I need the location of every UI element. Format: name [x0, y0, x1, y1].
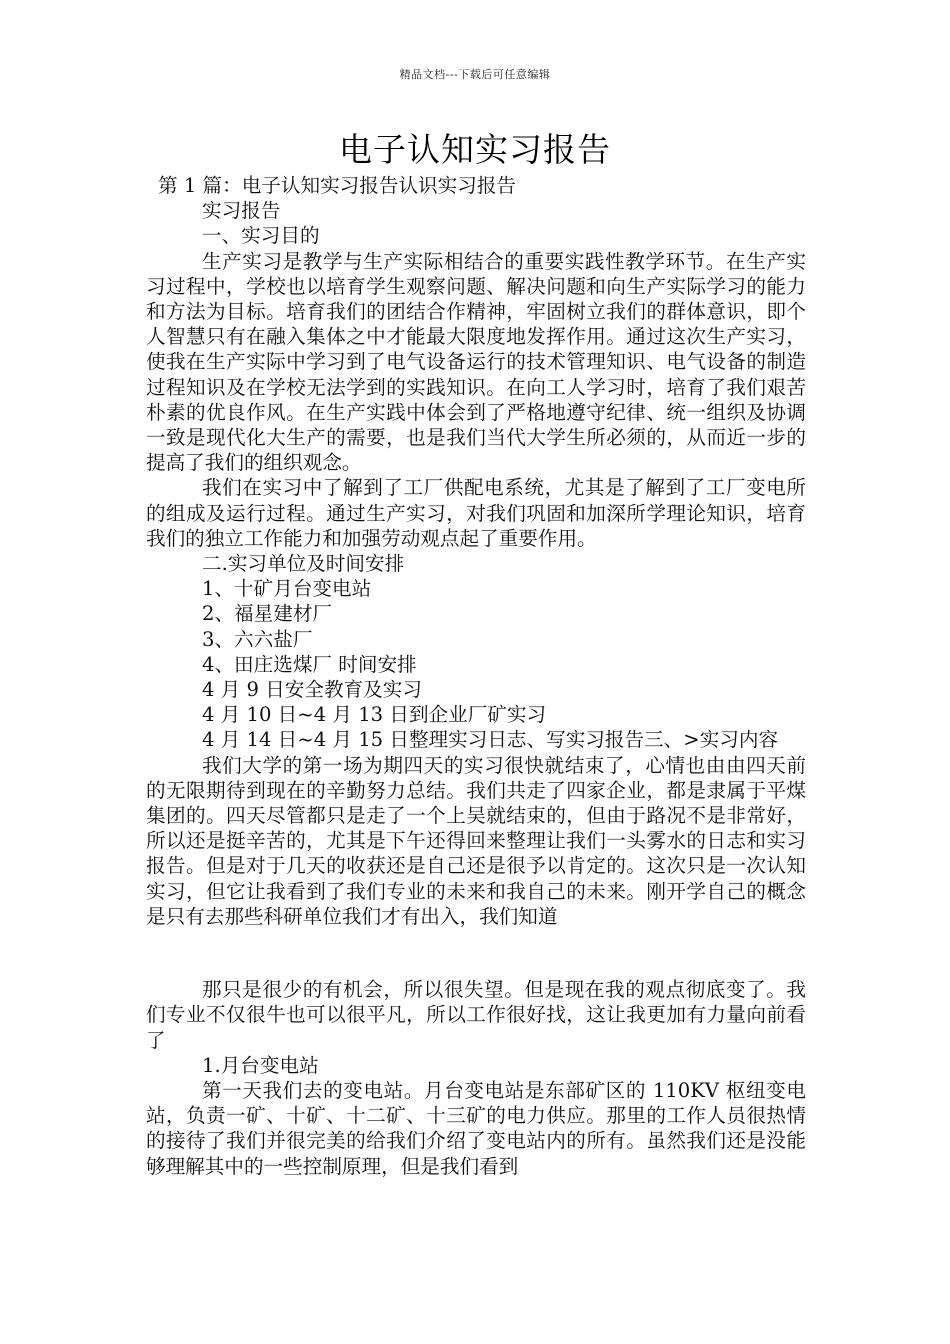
- paragraph-learning: 我们在实习中了解到了工厂供配电系统，尤其是了解到了工厂变电所的组成及运行过程。通过生产实习，对我们巩固和加深所学理论知识，培育我们的独立工作能力和加强劳动观点起了重要作用。: [146, 476, 806, 550]
- page-header-note: 精品文档---下载后可任意编辑: [399, 68, 551, 81]
- part2-heading: 二.实习单位及时间安排: [202, 552, 405, 576]
- unit-item: 4、田庄选煤厂 时间安排: [202, 652, 417, 676]
- paragraph-purpose: 生产实习是教学与生产实际相结合的重要实践性教学环节。在生产实习过程中，学校也以培育学生观察问题、解决问题和向生产实际学习的能力和方法为目标。培育我们的团结合作精神，牢固树立我们的群体意识，即个人智慧只有在融入集体之中才能最大限度地发挥作用。通过这次生产实习，使我在生产实际中学习到了电气设备运行的技术管理知识、电气设备的制造过程知识及在学校无法学到的实践知识。在向工人学习时，培育了我们艰苦朴素的优良作风。在生产实践中体会到了严格地遵守纪律、统一组织及协调一致是现代化大生产的需要，也是我们当代大学生所必须的，从而近一步的提高了我们的组织观念。: [146, 249, 806, 475]
- unit-item: 1、十矿月台变电站: [202, 577, 372, 601]
- document-body: [146, 173, 806, 1179]
- paragraph-gap: [146, 929, 806, 977]
- document-subtitle: 第 1 篇：电子认知实习报告认识实习报告: [158, 174, 517, 197]
- unit-item: 3、六六盐厂: [202, 627, 313, 651]
- subsection-heading: 1.月台变电站: [202, 1053, 319, 1077]
- section-heading: 实习报告: [202, 199, 281, 223]
- schedule-item: 4 月 14 日~4 月 15 日整理实习日志、写实习报告三、>实习内容: [202, 728, 779, 752]
- paragraph-reflection: 我们大学的第一场为期四天的实习很快就结束了，心情也由由四天前的无限期待到现在的辛勤努力总结。我们共走了四家企业，都是隶属于平煤集团的。四天尽管都只是走了一个上吴就结束的，但由于路况不是非常好，所以还是挺辛苦的，尤其是下午还得回来整理让我们一头雾水的日志和实习报告。但是对于几天的收获还是自己还是很予以肯定的。这次只是一次认知实习，但它让我看到了我们专业的未来和我自己的未来。刚开学自己的概念是只有去那些科研单位我们才有出入，我们知道: [146, 753, 806, 928]
- schedule-item: 4 月 9 日安全教育及实习: [202, 678, 422, 702]
- part1-heading: 一、实习目的: [202, 224, 320, 248]
- paragraph-substation: 第一天我们去的变电站。月台变电站是东部矿区的 110KV 枢纽变电站，负责一矿、十矿、十二矿、十三矿的电力供应。那里的工作人员很热情的接待了我们并很完美的给我们介绍了变电站内的所有。虽然我们还是没能够理解其中的一些控制原理，但是我们看到: [146, 1078, 806, 1178]
- document-title: 电子认知实习报告: [339, 130, 611, 169]
- paragraph-reflection-continued: 那只是很少的有机会，所以很失望。但是现在我的观点彻底变了。我们专业不仅很牛也可以很平凡，所以工作很好找，这让我更加有力量向前看了: [146, 978, 806, 1052]
- schedule-item: 4 月 10 日~4 月 13 日到企业厂矿实习: [202, 703, 547, 727]
- unit-item: 2、福星建材厂: [202, 602, 333, 626]
